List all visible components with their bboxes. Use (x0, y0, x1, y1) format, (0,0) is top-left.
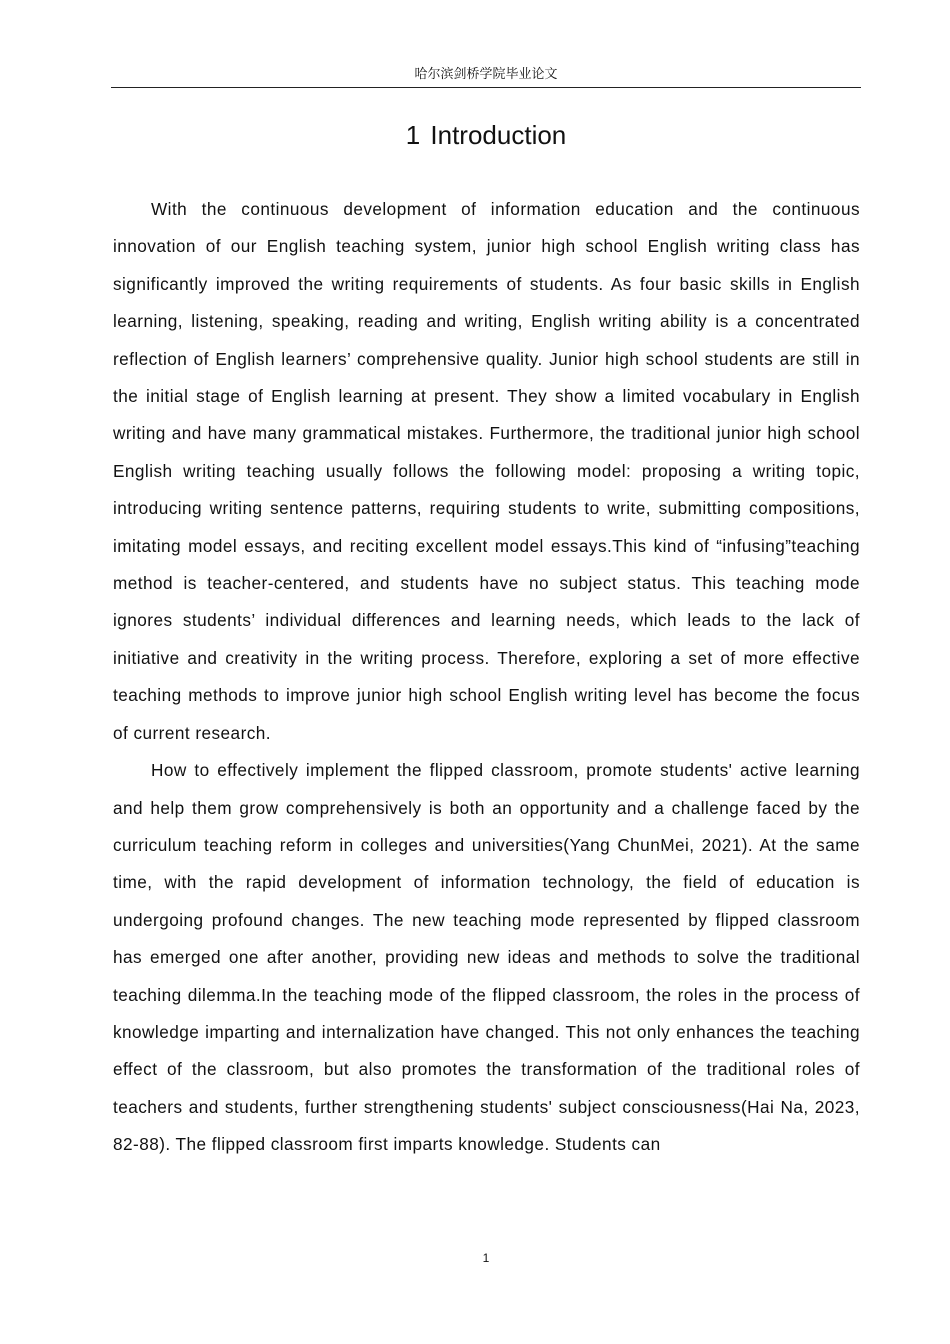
header-rule (111, 87, 861, 88)
paragraph-1: With the continuous development of information education and the continuous innovation of our English teaching system, junior high school English writing class has significantly improved the writing requirements of students. As four basic skills in English learning, listening, speaking, reading and writing, English writing ability is a concentrated reflection of English learners’ comprehensive quality. Junior high school students are still in the initial stage of English learning at present. They show a limited vocabulary in English writing and have many grammatical mistakes. Furthermore, the traditional junior high school English writing teaching usually follows the following model: proposing a writing topic, introducing writing sentence patterns, requiring students to write, submitting compositions, imitating model essays, and reciting excellent model essays.This kind of “infusing”teaching method is teacher-centered, and students have no subject status. This teaching mode ignores students’ individual differences and learning needs, which leads to the lack of initiative and creativity in the writing process. Therefore, exploring a set of more effective teaching methods to improve junior high school English writing level has become the focus of current research. (113, 199, 860, 743)
running-header: 哈尔滨剑桥学院毕业论文 (414, 67, 558, 82)
page-number: 1 (482, 1251, 490, 1265)
body-text (113, 191, 860, 1164)
chapter-title: 1 Introduction (405, 120, 567, 150)
paragraph-2: How to effectively implement the flipped classroom, promote students' active learning and help them grow comprehensively is both an opportunity and a challenge faced by the curriculum teaching reform in colleges and universities(Yang ChunMei, 2021). At the same time, with the rapid development of information technology, the field of education is undergoing profound changes. The new teaching mode represented by flipped classroom has emerged one after another, providing new ideas and methods to solve the traditional teaching dilemma.In the teaching mode of the flipped classroom, the roles in the process of knowledge imparting and internalization have changed. This not only enhances the teaching effect of the classroom, but also promotes the transformation of the traditional roles of teachers and students, further strengthening students' subject consciousness(Hai Na, 2023, 82-88). The flipped classroom first imparts knowledge. Students can (113, 760, 860, 1155)
